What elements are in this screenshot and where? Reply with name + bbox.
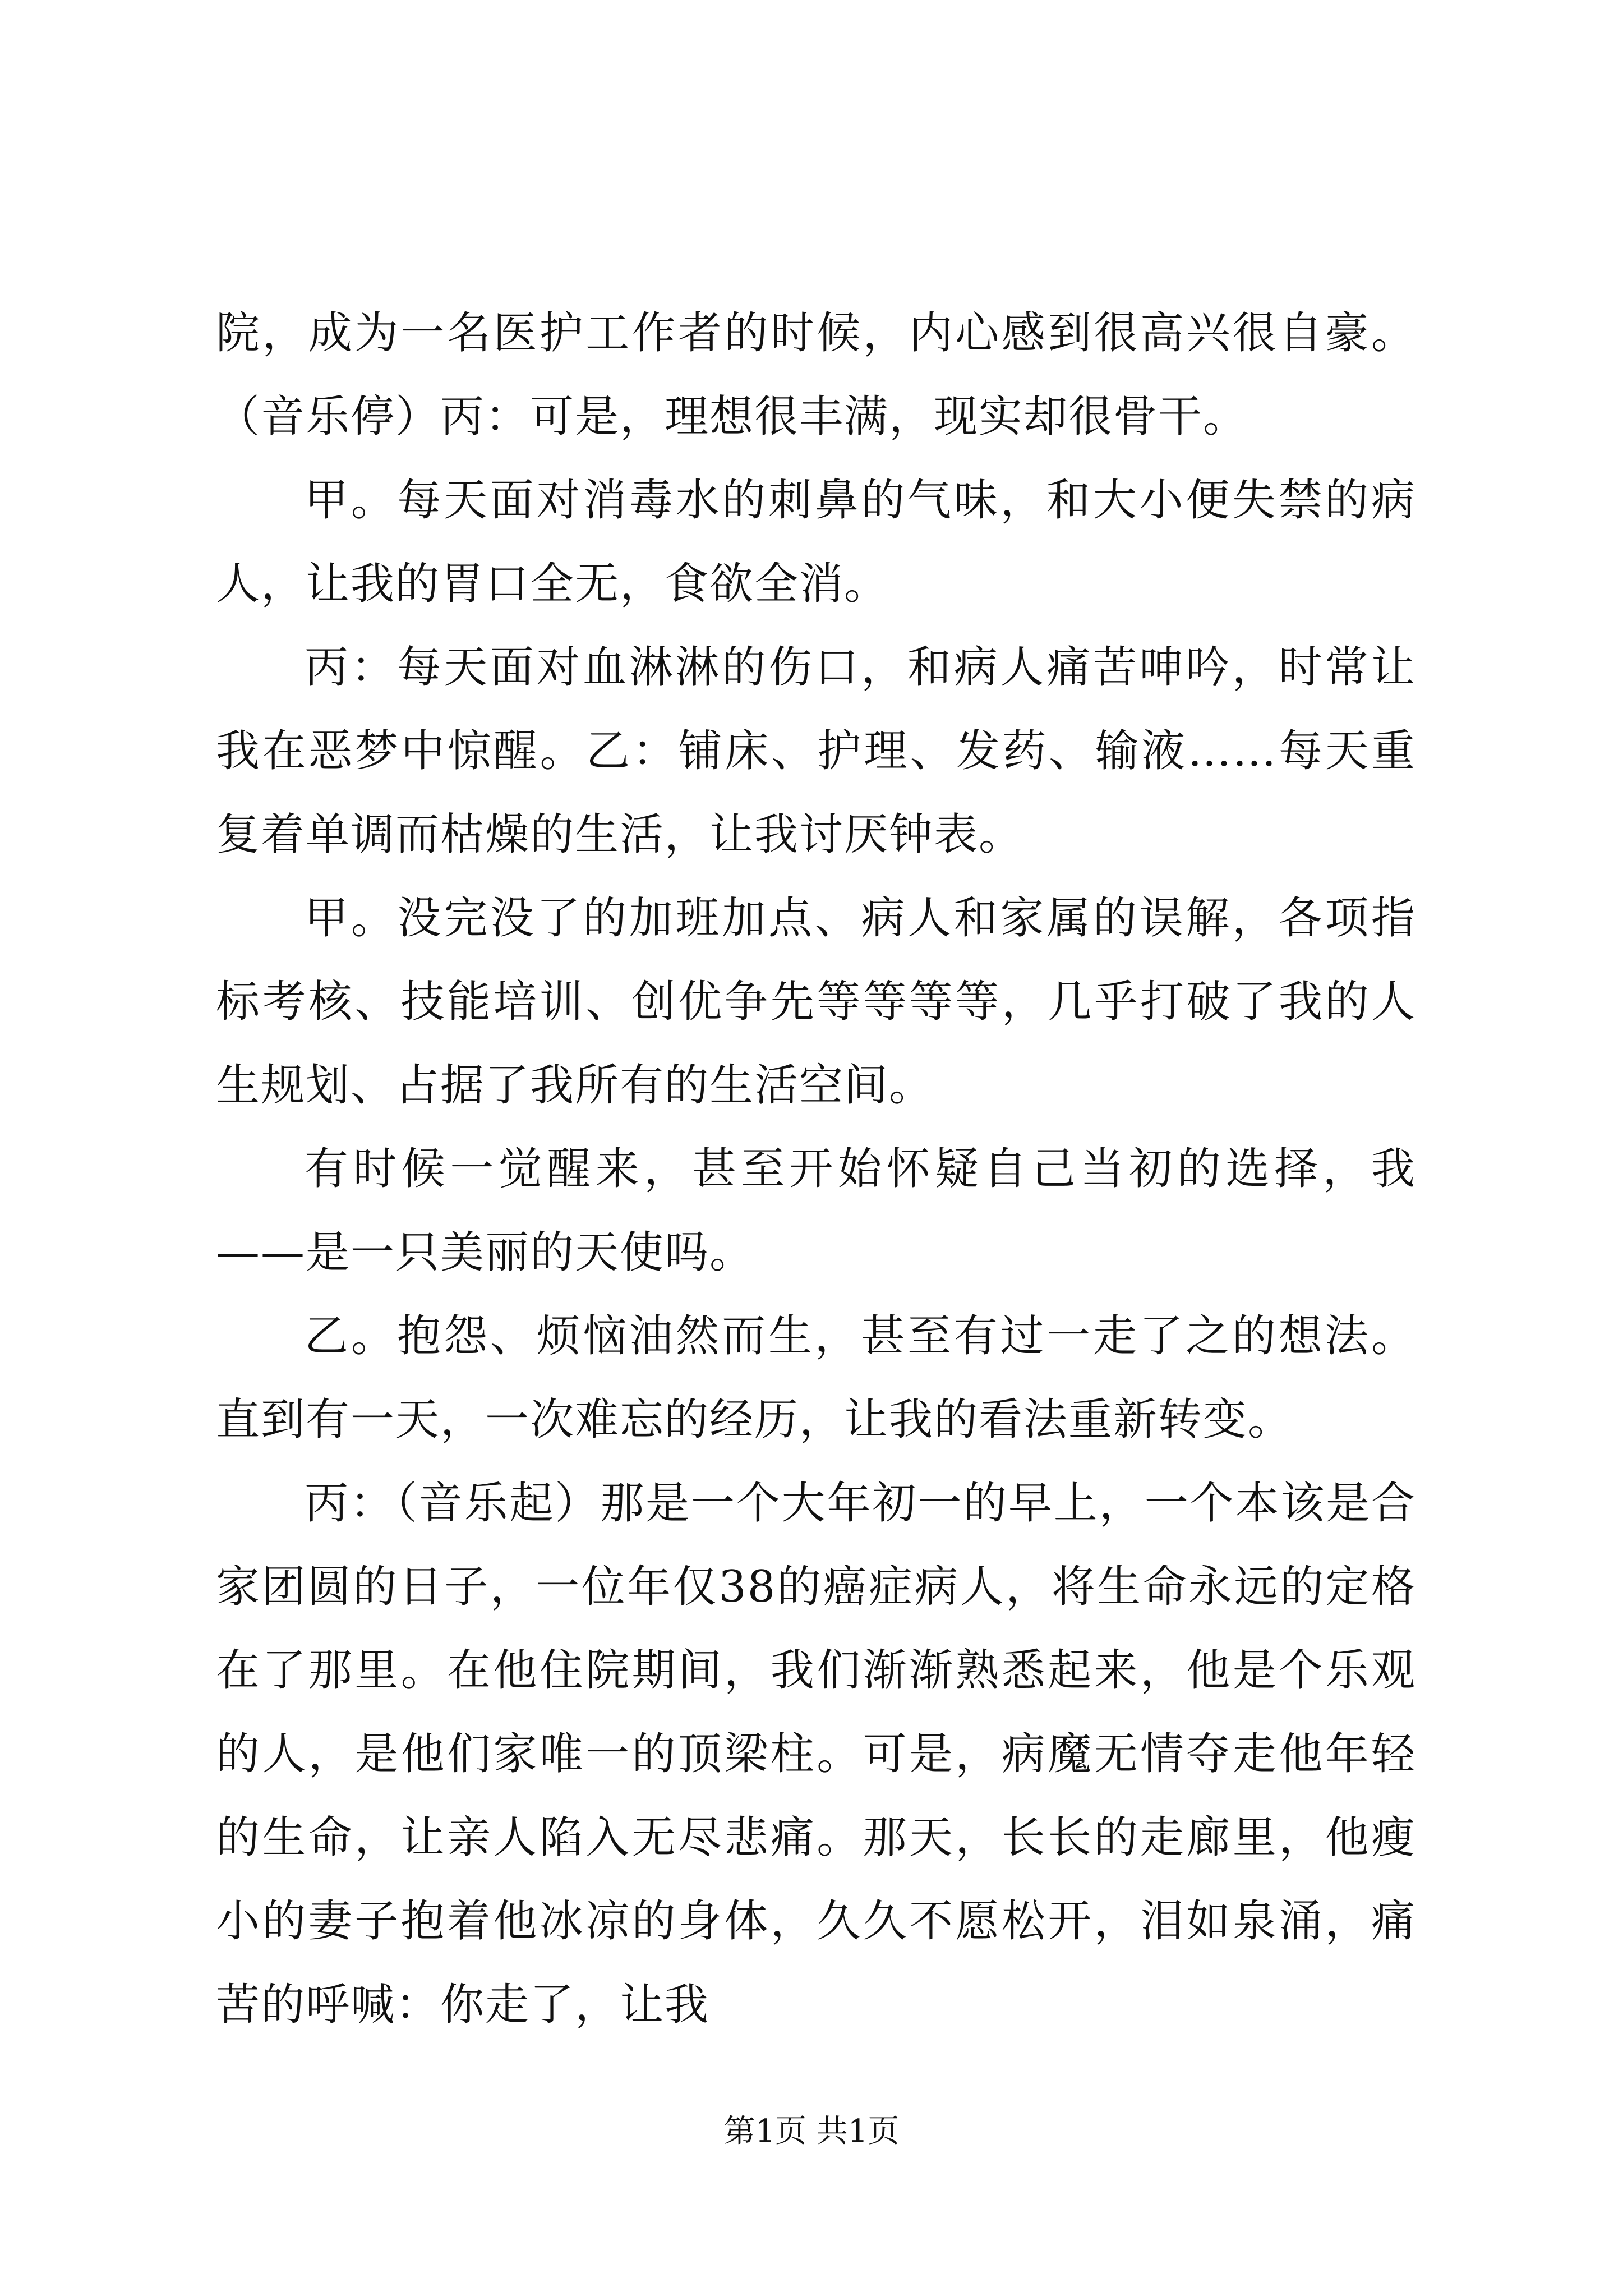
document-body — [216, 292, 1416, 2047]
paragraph-7: 丙：（音乐起）那是一个大年初一的早上，一个本该是合家团圆的日子，一位年仅38的癌症病人，将生命永远的定格在了那里。在他住院期间，我们渐渐熟悉起来，他是个乐观的人，是他们家唯一的顶梁柱。可是，病魔无情夺走他年轻的生命，让亲人陷入无尽悲痛。那天，长长的走廊里，他瘦小的妻子抱着他冰凉的身体，久久不愿松开，泪如泉涌，痛苦的呼喊：你走了，让我 — [216, 1478, 1416, 2030]
page-footer: 第1页 共1页 — [723, 2113, 900, 2150]
paragraph-4: 甲。没完没了的加班加点、病人和家属的误解，各项指标考核、技能培训、创优争先等等等等，几乎打破了我的人生规划、占据了我所有的生活空间。 — [216, 893, 1416, 1111]
paragraph-6: 乙。抱怨、烦恼油然而生，甚至有过一走了之的想法。直到有一天，一次难忘的经历，让我的看法重新转变。 — [216, 1311, 1416, 1445]
paragraph-5: 有时候一觉醒来，甚至开始怀疑自己当初的选择，我——是一只美丽的天使吗。 — [216, 1144, 1416, 1278]
paragraph-2: 甲。每天面对消毒水的刺鼻的气味，和大小便失禁的病人，让我的胃口全无，食欲全消。 — [216, 475, 1416, 609]
paragraph-3: 丙：每天面对血淋淋的伤口，和病人痛苦呻吟，时常让我在恶梦中惊醒。乙：铺床、护理、发药、输液……每天重复着单调而枯燥的生活，让我讨厌钟表。 — [216, 642, 1416, 860]
paragraph-1: 院，成为一名医护工作者的时候，内心感到很高兴很自豪。（音乐停）丙：可是，理想很丰满，现实却很骨干。 — [216, 308, 1416, 442]
